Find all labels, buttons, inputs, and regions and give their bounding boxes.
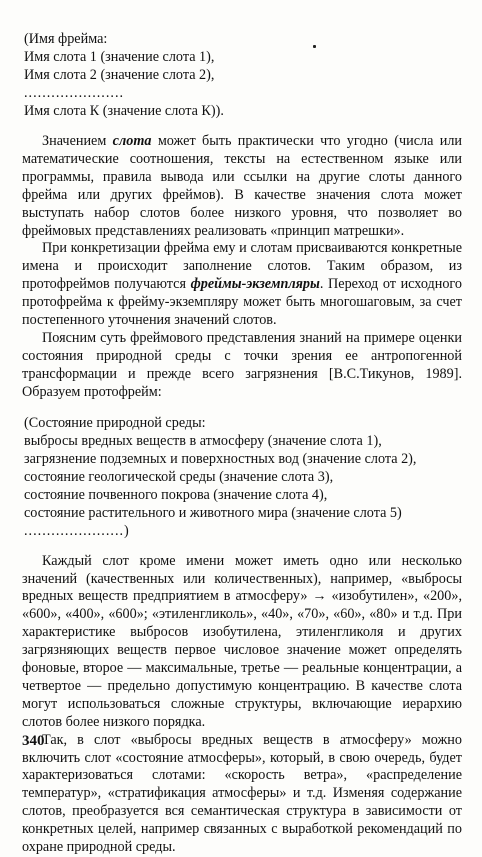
frame-example-line: состояние растительного и животного мира (значение слота 5)	[24, 504, 402, 521]
frame-template-line: Имя слота 2 (значение слота 2),	[24, 67, 215, 83]
paragraph-frame-instances	[22, 240, 462, 330]
text-run: При конкретизации фрейма ему и слотам присваиваются конкретные имена и происходит заполнение слотов. Таким образом, из протофреймов получаются	[22, 240, 462, 293]
text-run: может быть практически что угодно (числа или математические соотношения, тексты на естественном языке или программы, правила вывода или ссылки на другие слоты данного фрейма или других фреймов). В качестве значения слота может выступать набор слотов более низкого уровня, что позволяет во фреймовых представлениях реализовать «принцип матрешки».	[22, 133, 462, 239]
frame-example	[24, 414, 462, 540]
term-slot: слота	[112, 133, 152, 149]
frame-template-ellipsis: ......................	[24, 85, 125, 101]
frame-example-line: состояние почвенного покрова (значение слота 4),	[24, 486, 328, 503]
frame-example-line: выбросы вредных веществ в атмосферу (значение слота 1),	[24, 432, 382, 449]
paragraph-example-intro: Поясним суть фреймового представления знаний на примере оценки состояния природной среды с точки зрения ее антропогенной трансформации и прежде всего загрязнения [В.С.Тикунов, 1989]. Образуем протофрейм:	[22, 329, 462, 400]
frame-template-line: Имя слота К (значение слота К)).	[24, 103, 224, 119]
frame-example-line: (Состояние природной среды:	[24, 414, 206, 431]
frame-example-ellipsis: ......................)	[24, 522, 130, 539]
frame-example-line: загрязнение подземных и поверхностных вод (значение слота 2),	[24, 450, 417, 467]
frame-example-line: состояние геологической среды (значение слота 3),	[24, 468, 334, 485]
frame-template-line: (Имя фрейма:	[24, 31, 108, 47]
frame-template-line: Имя слота 1 (значение слота 1),	[24, 49, 215, 65]
page-number: 340	[22, 733, 45, 749]
print-speck	[313, 45, 316, 48]
frame-template	[24, 30, 462, 120]
paragraph-slot-value	[22, 133, 462, 240]
text-run: Значением	[42, 133, 113, 149]
paragraph-nested-slots: Так, в слот «выбросы вредных веществ в атмосферу» можно включить слот «состояние атмосферы», который, в свою очередь, будет характеризоваться слотами: «скорость ветра», «распределение температур», «стратификация атмосферы» и т.д. Изменяя содержание слотов, преобразуется вся семантическая структура в зависимости от конкретных целей, например связанных с выработкой рекомендаций по охране природной среды.	[22, 731, 462, 856]
paragraph-slot-values: Каждый слот кроме имени может иметь одно или несколько значений (качественных или количественных), например, «выбросы вредных веществ предприятием в атмосферу» → «изобутилен», «200», «600», «400», «600»; «этиленгликоль», «40», «70», «60», «80» и т.д. При характеристике выбросов изобутилена, этиленгликоля и других загрязняющих веществ первое числовое значение может определять фоновые, второе — максимальные, третье — реальные концентрации, а четвертое — предельно допустимую концентрацию. В качестве слота могут использоваться сложные структуры, включающие иерархию слотов более низкого порядка.	[22, 552, 462, 730]
term-frame-instances: фреймы-экземпляры	[190, 276, 320, 293]
text-run: . Переход от исходного протофрейма к фрейму-экземпляру может быть многошаговым, за счет постепенного уточнения значений слотов.	[22, 276, 462, 329]
